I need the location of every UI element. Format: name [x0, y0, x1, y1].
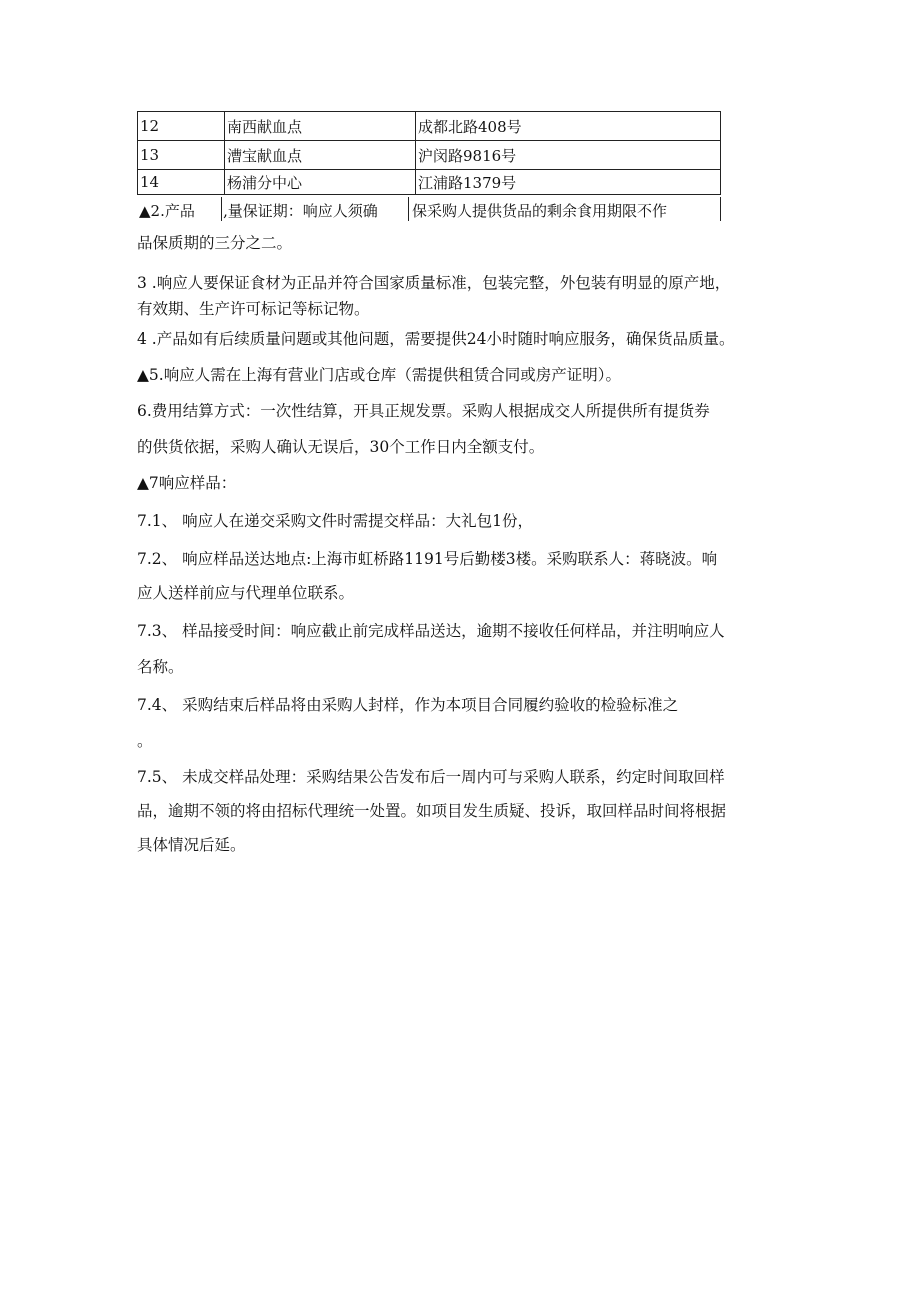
paragraph-line: 7.1、 响应人在递交采购文件时需提交样品：大礼包1份， — [137, 512, 533, 530]
row-number: 13 — [138, 141, 225, 170]
row-number: 12 — [138, 112, 225, 141]
paragraph-line: 品保质期的三分之二。 — [137, 234, 293, 252]
paragraph-line: 7.5、 未成交样品处理：采购结果公告发布后一周内可与采购人联系，约定时间取回样 — [137, 768, 725, 786]
row-number: 14 — [138, 170, 225, 195]
paragraph-line: 应人送样前应与代理单位联系。 — [137, 584, 355, 602]
split-cell-3: 保采购人提供货品的剩余食用期限不作 — [412, 202, 668, 220]
paragraph-line: 3 .响应人要保证食材为正品并符合国家质量标准，包装完整，外包装有明显的原产地， — [137, 274, 731, 292]
table-row — [138, 141, 721, 170]
table-row — [138, 170, 721, 195]
paragraph-line: 4 .产品如有后续质量问题或其他问题，需要提供24小时随时响应服务，确保货品质量。 — [137, 330, 735, 348]
station-name: 杨浦分中心 — [225, 170, 416, 195]
paragraph-line: 7.2、 响应样品送达地点:上海市虹桥路1191号后勤楼3楼。采购联系人：蒋晓波。响 — [137, 550, 718, 568]
paragraph-line: 。 — [137, 732, 153, 750]
paragraph-line: ▲7响应样品： — [137, 474, 237, 492]
split-table-row — [137, 197, 721, 221]
paragraph-line: 品，逾期不领的将由招标代理统一处置。如项目发生质疑、投诉，取回样品时间将根据 — [137, 802, 727, 820]
station-address: 沪闵路9816号 — [416, 141, 721, 170]
station-address: 成都北路408号 — [416, 112, 721, 141]
column-divider — [720, 197, 721, 221]
split-cell-2: ‚量保证期：响应人须确 — [223, 202, 378, 220]
paragraph-line: 7.4、 采购结束后样品将由采购人封样，作为本项目合同履约验收的检验标准之 — [137, 696, 679, 714]
split-cell-1: ▲2.产品 — [139, 202, 195, 220]
paragraph-line: 6.费用结算方式：一次性结算，开具正规发票。采购人根据成交人所提供所有提货券 — [137, 402, 710, 420]
station-address: 江浦路1379号 — [416, 170, 721, 195]
paragraph-line: 7.3、 样品接受时间：响应截止前完成样品送达，逾期不接收任何样品，并注明响应人 — [137, 622, 725, 640]
paragraph-line: 名称。 — [137, 658, 184, 676]
paragraph-line: 有效期、生产许可标记等标记物。 — [137, 300, 370, 318]
station-name: 漕宝献血点 — [225, 141, 416, 170]
paragraph-line: 具体情况后延。 — [137, 836, 246, 854]
paragraph-line: 的供货依据，采购人确认无误后，30个工作日内全额支付。 — [137, 438, 545, 456]
column-divider — [408, 197, 409, 221]
blood-station-table — [137, 111, 721, 195]
paragraph-line: ▲5.响应人需在上海有营业门店或仓库（需提供租赁合同或房产证明）。 — [137, 366, 621, 384]
table-row — [138, 112, 721, 141]
column-divider — [221, 197, 222, 221]
station-name: 南西献血点 — [225, 112, 416, 141]
